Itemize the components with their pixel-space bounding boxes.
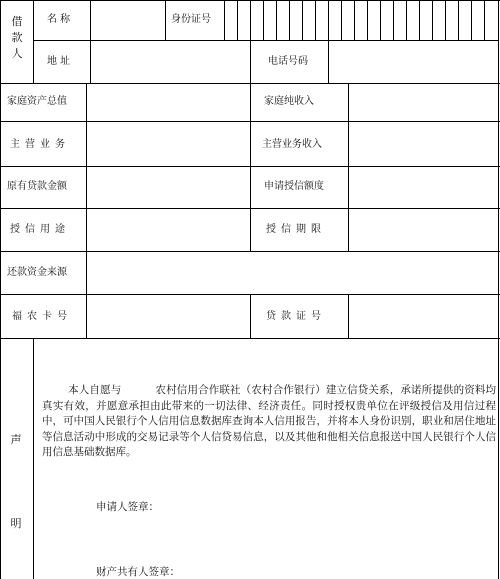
id-digit-divider (432, 0, 433, 40)
id-digit-divider (471, 0, 472, 40)
rule-mid-col (250, 83, 251, 125)
id-digit-divider (302, 0, 303, 40)
id-digit-divider (380, 0, 381, 40)
rule-name-value-right (165, 0, 166, 40)
rule-declaration-side (33, 338, 34, 579)
declaration-start: 本人自愿与 (68, 384, 122, 396)
credit-term-label: 授信期限 (266, 224, 326, 235)
rule-borrower-side (33, 0, 34, 83)
rule-right-label-col (348, 121, 349, 251)
rule-phone-label-right (328, 40, 329, 83)
id-digit-divider (237, 0, 238, 40)
co-owner-signature-label: 财产共有人签章： (96, 566, 180, 578)
applicant-signature-label: 申请人签章： (96, 501, 159, 513)
farmer-card-label: 福农卡号 (12, 311, 72, 322)
id-digit-divider (484, 0, 485, 40)
id-number-label: 身份证号 (171, 14, 211, 25)
id-digit-divider (341, 0, 342, 40)
id-digit-divider (289, 0, 290, 40)
credit-purpose-label: 授信用途 (10, 224, 70, 235)
rule-row-7 (0, 338, 500, 339)
borrower-section-label: 借款人 (11, 15, 23, 60)
id-digit-divider (250, 0, 251, 40)
declaration-text (42, 383, 496, 461)
existing-loan-label: 原有贷款金额 (7, 181, 67, 192)
rule-name-label-right (90, 0, 91, 83)
id-digit-divider (354, 0, 355, 40)
id-digit-divider (263, 0, 264, 40)
rule-address-value-right (250, 40, 251, 83)
declaration-body: 农村信用合作联社（农村合作银行）建立信贷关系，承诺所提供的资料均真实有效，并愿意承担由此带来的一切法律、经济责任。同时授权贵单位在评级授信及用信过程中，可中国人民银行个人信用信息数据库查询本人信用报告，并将本人身份识别，职业和居住地址等信息活动中形成的交易记录等个人信贷易信息，以及其他和他相关信息报送中国人民银行个人信用信息基础数据库。 (42, 384, 497, 458)
declaration-label-2: 明 (10, 517, 22, 530)
rule-id-label-right (224, 0, 225, 40)
id-digit-divider (276, 0, 277, 40)
rule-mid-col (250, 121, 251, 251)
rule-row-5 (0, 251, 500, 252)
id-digit-divider (393, 0, 394, 40)
frame-left (0, 0, 1, 579)
main-business-income-label: 主营业务收入 (262, 139, 322, 150)
family-assets-label: 家庭资产总值 (7, 96, 67, 107)
rule-left-label-col (86, 83, 87, 338)
rule-right-label-col (348, 83, 349, 125)
id-digit-divider (315, 0, 316, 40)
address-label: 地 址 (47, 56, 71, 67)
loan-cert-label: 贷款证号 (266, 311, 326, 322)
name-label: 名 称 (47, 14, 71, 25)
frame-right (498, 0, 499, 579)
declaration-label-1: 声 (10, 433, 22, 446)
repayment-source-label: 还款资金来源 (7, 267, 67, 278)
rule-borrower-mid (33, 40, 499, 41)
requested-credit-label: 申请授信额度 (264, 181, 324, 192)
id-digit-divider (445, 0, 446, 40)
family-net-income-label: 家庭纯收入 (264, 96, 314, 107)
main-business-label: 主营业务 (10, 139, 70, 150)
rule-mid-col (250, 294, 251, 338)
rule-right-label-col (348, 294, 349, 338)
id-digit-divider (419, 0, 420, 40)
id-digit-divider (406, 0, 407, 40)
id-digit-divider (328, 0, 329, 40)
id-digit-divider (458, 0, 459, 40)
id-digit-divider (367, 0, 368, 40)
phone-label: 电话号码 (268, 56, 308, 67)
